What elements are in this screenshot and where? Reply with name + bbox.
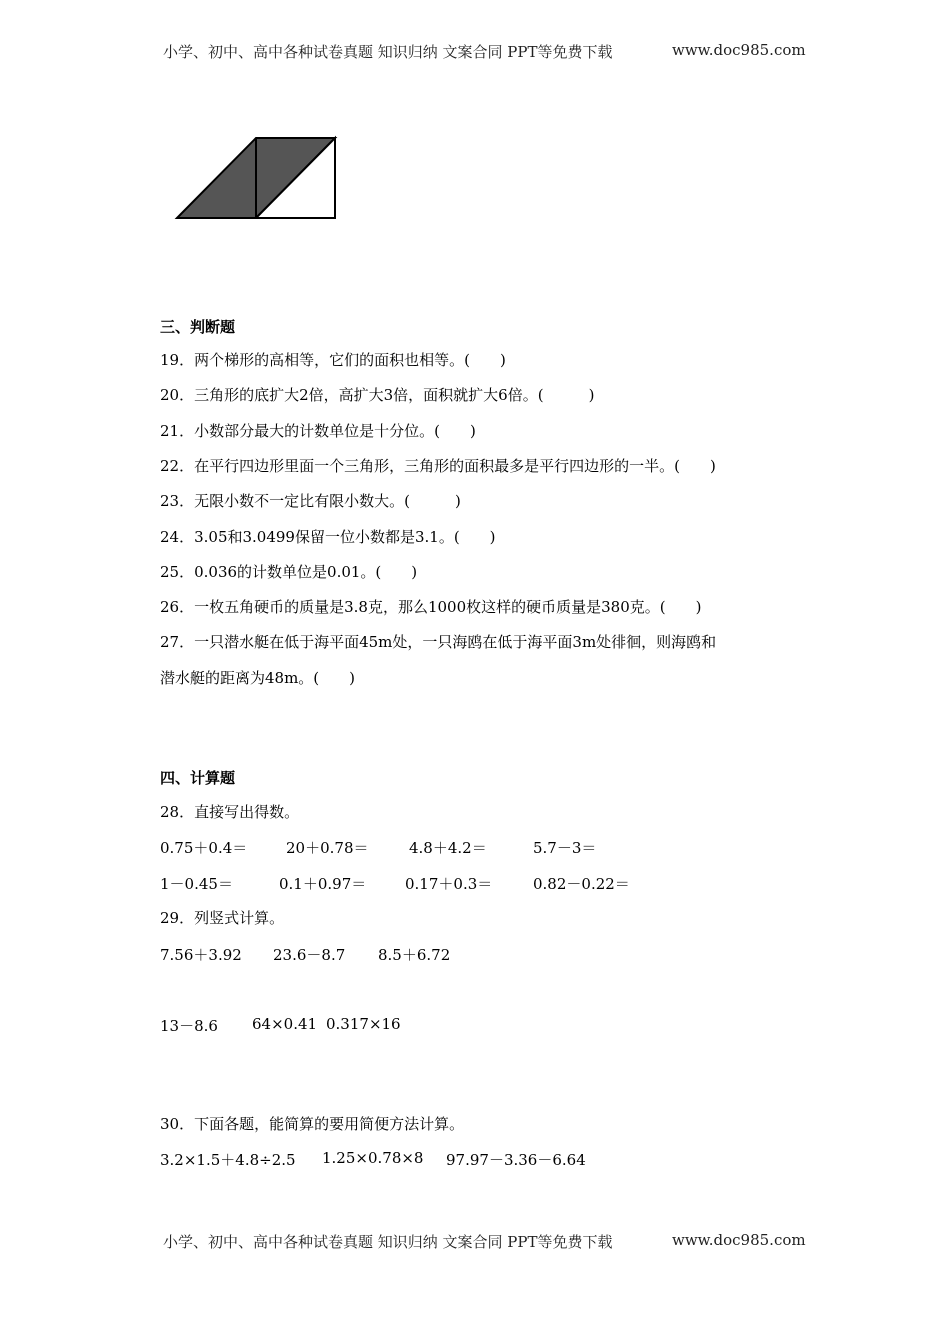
question-30: 30．下面各题，能简算的要用简便方法计算。 (160, 1115, 465, 1133)
parallelogram-figure (170, 130, 345, 225)
q28-expr-4: 5.7－3＝ (533, 839, 597, 857)
q28-expr-7: 0.17＋0.3＝ (405, 875, 493, 893)
question-26: 26．一枚五角硬币的质量是3.8克，那么1000枚这样的硬币质量是380克。( ) (160, 598, 702, 616)
q28-expr-1: 0.75＋0.4＝ (160, 839, 248, 857)
q28-expr-5: 1－0.45＝ (160, 875, 233, 893)
q30-expr-2: 1.25×0.78×8 (322, 1149, 424, 1167)
q29-expr-1: 7.56＋3.92 (160, 946, 242, 964)
question-23: 23．无限小数不一定比有限小数大。( ) (160, 492, 461, 510)
q30-expr-1: 3.2×1.5＋4.8÷2.5 (160, 1151, 296, 1169)
question-29: 29．列竖式计算。 (160, 909, 285, 927)
q28-expr-6: 0.1＋0.97＝ (279, 875, 367, 893)
header-site-link[interactable]: www.doc985.com (672, 41, 806, 59)
q28-expr-8: 0.82－0.22＝ (533, 875, 630, 893)
q29-expr-6: 0.317×16 (326, 1015, 401, 1033)
footer-site-link[interactable]: www.doc985.com (672, 1231, 806, 1249)
geometry-figure (170, 130, 345, 229)
q30-expr-3: 97.97－3.36－6.64 (446, 1151, 586, 1169)
header-text: 小学、初中、高中各种试卷真题 知识归纳 文案合同 PPT等免费下载 (163, 43, 613, 61)
q28-expr-3: 4.8＋4.2＝ (409, 839, 487, 857)
question-24: 24．3.05和3.0499保留一位小数都是3.1。( ) (160, 528, 496, 546)
question-28: 28．直接写出得数。 (160, 803, 300, 821)
question-22: 22．在平行四边形里面一个三角形，三角形的面积最多是平行四边形的一半。( ) (160, 457, 716, 475)
question-19: 19．两个梯形的高相等，它们的面积也相等。( ) (160, 351, 506, 369)
q29-expr-3: 8.5＋6.72 (378, 946, 451, 964)
q29-expr-2: 23.6－8.7 (273, 946, 346, 964)
question-25: 25．0.036的计数单位是0.01。( ) (160, 563, 418, 581)
section-title-calculation: 四、计算题 (160, 769, 236, 787)
q28-expr-2: 20＋0.78＝ (286, 839, 369, 857)
q29-expr-5: 64×0.41 (252, 1015, 318, 1033)
question-21: 21．小数部分最大的计数单位是十分位。( ) (160, 422, 476, 440)
footer-text: 小学、初中、高中各种试卷真题 知识归纳 文案合同 PPT等免费下载 (163, 1233, 613, 1251)
question-20: 20．三角形的底扩大2倍，高扩大3倍，面积就扩大6倍。( ) (160, 386, 595, 404)
section-title-judgment: 三、判断题 (160, 318, 236, 336)
q29-expr-4: 13－8.6 (160, 1017, 218, 1035)
question-27-continued: 潜水艇的距离为48m。( ) (160, 669, 356, 687)
question-27: 27．一只潜水艇在低于海平面45m处，一只海鸥在低于海平面3m处徘徊，则海鸥和 (160, 633, 717, 651)
